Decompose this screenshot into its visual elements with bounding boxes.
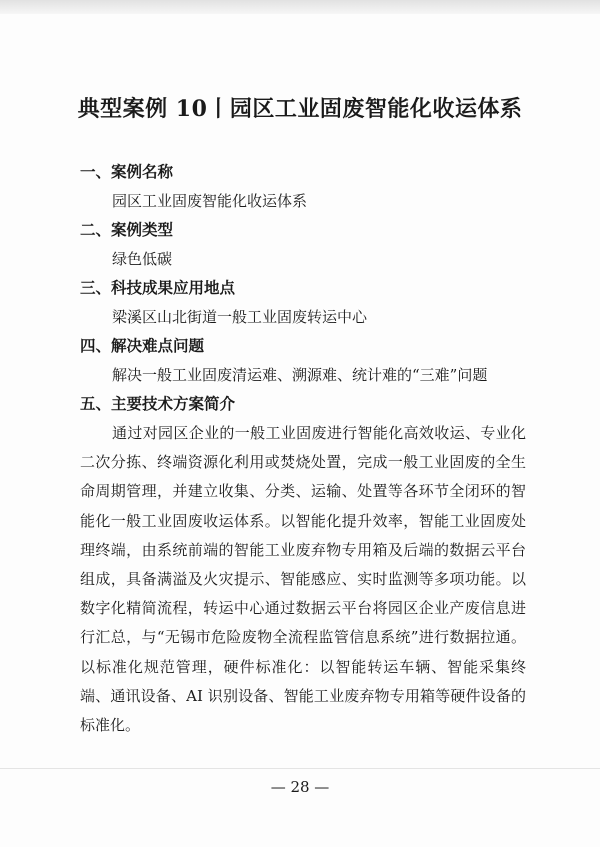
section-heading-name: 一、案例名称 bbox=[80, 163, 174, 181]
section-text-problem: 解决一般工业固废清运难、溯源难、统计难的“三难”问题 bbox=[112, 366, 488, 384]
footer-divider bbox=[0, 768, 600, 769]
section-heading-solution: 五、主要技术方案简介 bbox=[80, 395, 236, 413]
solution-paragraph: 通过对园区企业的一般工业固废进行智能化高效收运、专业化二次分拣、终端资源化利用或焚烧处置，完成一般工业固废的全生命周期管理，并建立收集、分类、运输、处置等各环节全闭环的智能化一般工业固废收运体系。以智能化提升效率，智能工业固废处理终端，由系统前端的智能工业废弃物专用箱及后端的数据云平台组成，具备满溢及火灾提示、智能感应、实时监测等多项功能。以数字化精简流程，转运中心通过数据云平台将园区企业产废信息进行汇总，与“无锡市危险废物全流程监管信息系统”进行数据拉通。以标准化规范管理，硬件标准化：以智能转运车辆、智能采集终端、通讯设备、AI 识别设备、智能工业废弃物专用箱等硬件设备的标准化。 bbox=[80, 424, 526, 735]
section-heading-location: 三、科技成果应用地点 bbox=[80, 279, 236, 297]
page-title: 典型案例 10丨园区工业固废智能化收运体系 bbox=[77, 96, 523, 122]
scan-top-edge bbox=[0, 0, 600, 14]
section-text-location: 梁溪区山北街道一般工业固废转运中心 bbox=[112, 308, 368, 326]
section-text-type: 绿色低碳 bbox=[112, 250, 173, 268]
section-text-name: 园区工业固废智能化收运体系 bbox=[112, 192, 308, 210]
document-body bbox=[80, 158, 526, 740]
section-heading-type: 二、案例类型 bbox=[80, 221, 174, 239]
section-heading-problem: 四、解决难点问题 bbox=[80, 337, 205, 355]
page-number: — 28 — bbox=[270, 778, 330, 796]
